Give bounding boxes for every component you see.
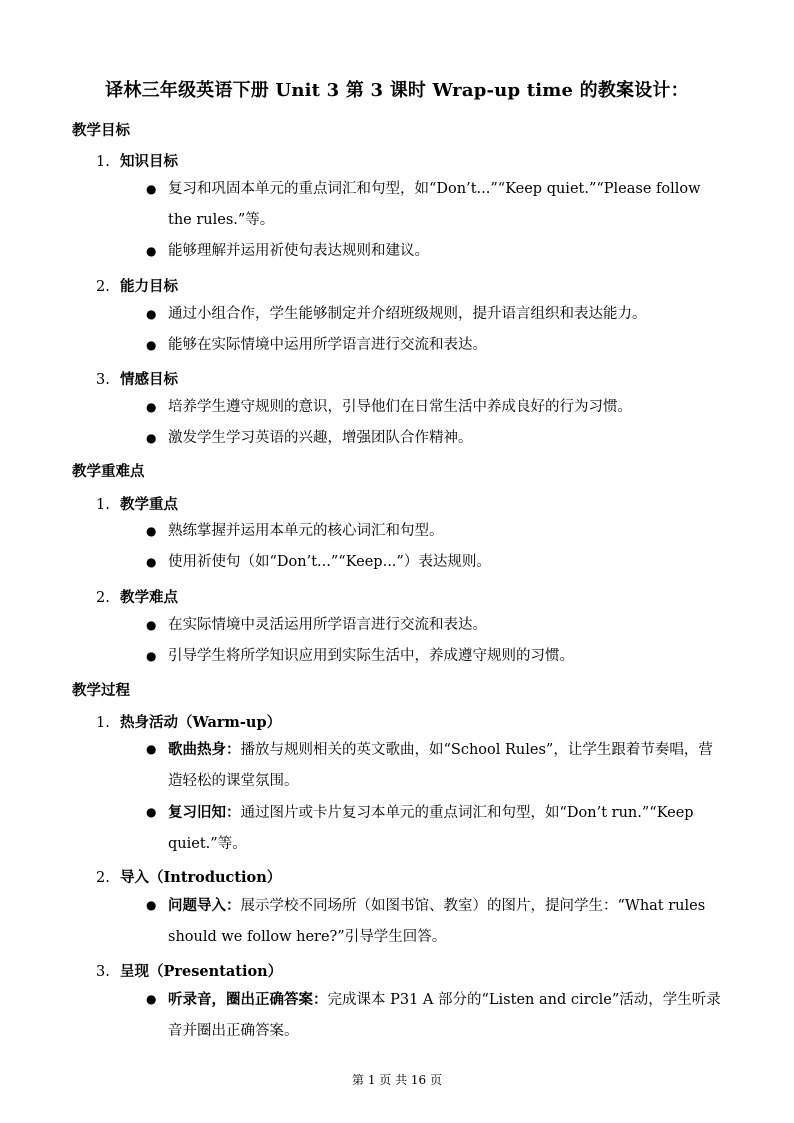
bullet-icon: ● bbox=[146, 307, 157, 321]
list-item-body: 完成课本 P31 A 部分的“Listen and circle”活动，学生听录音并圈出正确答案。 bbox=[168, 992, 721, 1039]
page-footer: 第 1 页 共 16 页 bbox=[352, 1073, 442, 1087]
subheading-number: 2. bbox=[96, 870, 110, 886]
bullet-icon: ● bbox=[146, 805, 157, 819]
subheading-label: 热身活动（Warm-up） bbox=[120, 714, 282, 731]
list-item-lead: 听录音，圈出正确答案： bbox=[168, 991, 328, 1008]
list-item-body: 播放与规则相关的英文歌曲，如“School Rules”，让学生跟着节奏唱，营造轻松的课堂氛围。 bbox=[168, 742, 713, 789]
bullet-icon: ● bbox=[146, 244, 157, 258]
list-item-text: 能够理解并运用祈使句表达规则和建议。 bbox=[168, 243, 429, 259]
list-item bbox=[147, 547, 727, 578]
subheading-label: 情感目标 bbox=[120, 371, 178, 388]
list-item bbox=[147, 734, 727, 797]
list-item bbox=[147, 641, 727, 672]
subheading-label: 导入（Introduction） bbox=[120, 869, 282, 886]
list-item-body: 通过图片或卡片复习本单元的重点词汇和句型，如“Don’t run.”“Keep quiet.”等。 bbox=[168, 805, 694, 852]
list-item-text bbox=[147, 890, 727, 953]
subheading-label: 能力目标 bbox=[120, 278, 178, 295]
list-item-text: 通过小组合作，学生能够制定并介绍班级规则，提升语言组织和表达能力。 bbox=[168, 306, 647, 322]
list-item bbox=[147, 516, 727, 547]
list-item bbox=[147, 797, 727, 860]
subheading-label: 教学重点 bbox=[120, 496, 178, 513]
subheading-number: 2. bbox=[96, 279, 110, 295]
list-item bbox=[147, 423, 727, 454]
list-item-text: 熟练掌握并运用本单元的核心词汇和句型。 bbox=[168, 523, 444, 539]
subheading-number: 2. bbox=[96, 590, 110, 606]
list-item-text: 培养学生遵守规则的意识，引导他们在日常生活中养成良好的行为习惯。 bbox=[168, 399, 632, 415]
list-item bbox=[147, 392, 727, 423]
list-item-body: 展示学校不同场所（如图书馆、教室）的图片，提问学生：“What rules should we follow here?”引导学生回答。 bbox=[168, 898, 706, 945]
subheading-knowledge bbox=[96, 150, 178, 171]
subheading-difficulty bbox=[96, 586, 178, 607]
list-item-lead: 复习旧知： bbox=[168, 804, 241, 821]
bullet-icon: ● bbox=[146, 555, 157, 569]
subheading-label: 教学难点 bbox=[120, 589, 178, 606]
list-item-text bbox=[147, 797, 727, 860]
bullet-icon: ● bbox=[146, 618, 157, 632]
subheading-number: 3. bbox=[96, 964, 110, 980]
list-item-text: 复习和巩固本单元的重点词汇和句型，如“Don’t...”“Keep quiet.”“Please follow the rules.”等。 bbox=[168, 181, 701, 228]
list-item bbox=[147, 330, 727, 361]
section-heading-key-points: 教学重难点 bbox=[72, 463, 145, 480]
bullet-icon: ● bbox=[146, 431, 157, 445]
list-item-text: 使用祈使句（如“Don’t...”“Keep...”）表达规则。 bbox=[168, 554, 491, 570]
section-heading-process: 教学过程 bbox=[72, 682, 130, 699]
subheading-number: 1. bbox=[96, 715, 110, 731]
list-item-text: 能够在实际情境中运用所学语言进行交流和表达。 bbox=[168, 337, 487, 353]
subheading-warmup bbox=[96, 711, 281, 732]
list-item bbox=[147, 299, 727, 330]
list-item-text: 在实际情境中灵活运用所学语言进行交流和表达。 bbox=[168, 617, 487, 633]
list-item bbox=[147, 236, 727, 267]
section-heading-objectives: 教学目标 bbox=[72, 122, 130, 139]
list-item-lead: 问题导入： bbox=[168, 897, 241, 914]
document-title: 译林三年级英语下册 Unit 3 第 3 课时 Wrap-up time 的教案设计： bbox=[105, 80, 689, 101]
subheading-focus bbox=[96, 493, 178, 514]
list-item bbox=[147, 610, 727, 641]
subheading-number: 3. bbox=[96, 372, 110, 388]
list-item-lead: 歌曲热身： bbox=[168, 741, 241, 758]
subheading-ability bbox=[96, 275, 178, 296]
subheading-presentation bbox=[96, 960, 282, 981]
subheading-label: 知识目标 bbox=[120, 153, 178, 170]
list-item-text: 激发学生学习英语的兴趣，增强团队合作精神。 bbox=[168, 430, 473, 446]
list-item-text bbox=[147, 984, 727, 1047]
subheading-label: 呈现（Presentation） bbox=[120, 963, 283, 980]
list-item bbox=[147, 984, 727, 1047]
bullet-icon: ● bbox=[146, 649, 157, 663]
bullet-icon: ● bbox=[146, 400, 157, 414]
list-item bbox=[147, 174, 727, 236]
subheading-emotion bbox=[96, 368, 178, 389]
list-item-text bbox=[147, 734, 727, 797]
bullet-icon: ● bbox=[146, 898, 157, 912]
bullet-icon: ● bbox=[146, 524, 157, 538]
bullet-icon: ● bbox=[146, 742, 157, 756]
subheading-number: 1. bbox=[96, 497, 110, 513]
bullet-icon: ● bbox=[146, 182, 157, 196]
bullet-icon: ● bbox=[146, 992, 157, 1006]
subheading-number: 1. bbox=[96, 154, 110, 170]
list-item-text: 引导学生将所学知识应用到实际生活中，养成遵守规则的习惯。 bbox=[168, 648, 574, 664]
bullet-icon: ● bbox=[146, 338, 157, 352]
subheading-introduction bbox=[96, 866, 281, 887]
list-item bbox=[147, 890, 727, 953]
